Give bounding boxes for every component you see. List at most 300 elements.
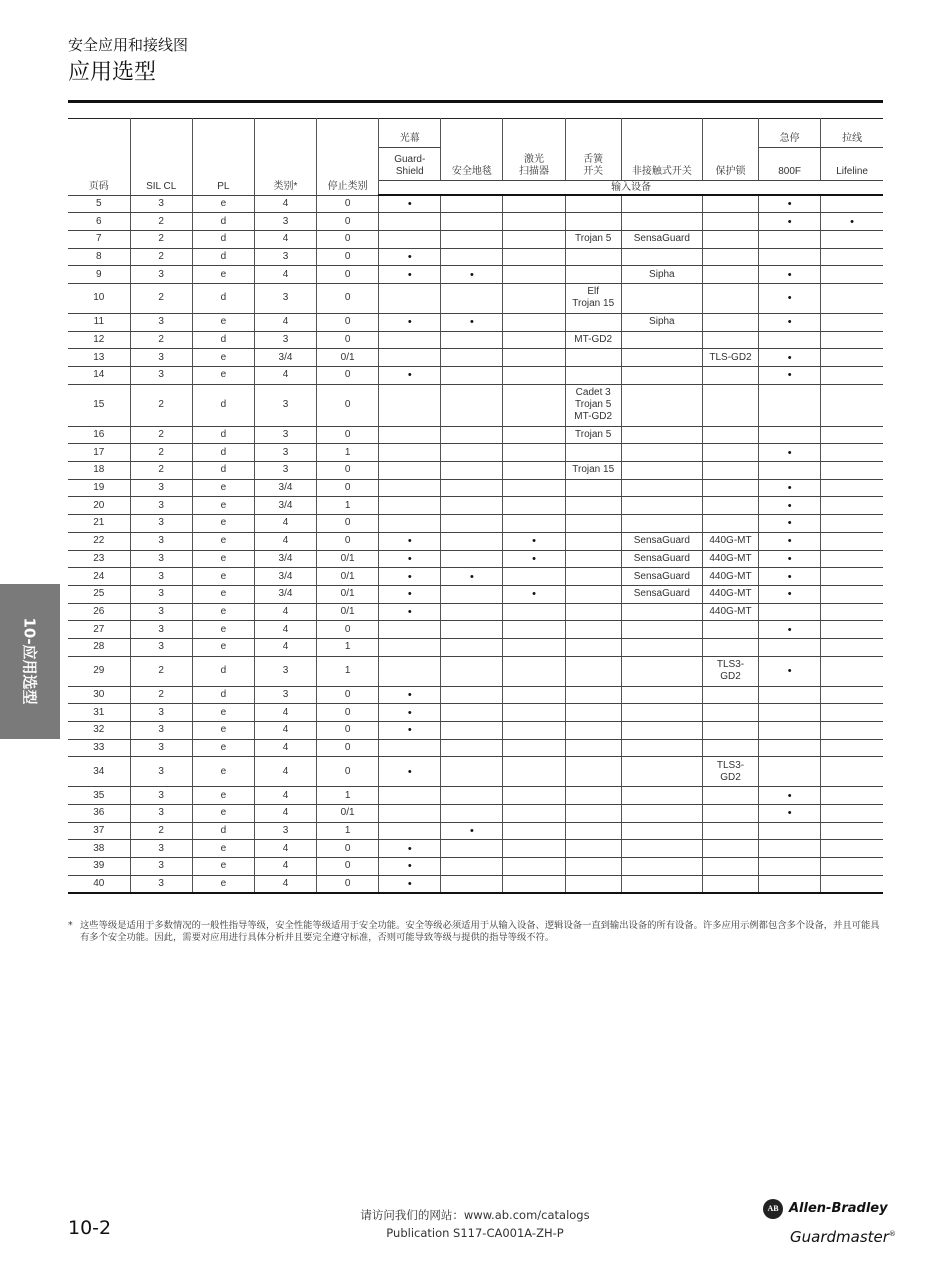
table-cell: 3 (130, 313, 192, 331)
table-cell: d (192, 331, 254, 349)
table-cell (503, 497, 565, 515)
table-cell: e (192, 704, 254, 722)
table-cell (503, 739, 565, 757)
table-cell (621, 603, 702, 621)
table-cell: d (192, 213, 254, 231)
table-cell (821, 426, 883, 444)
table-cell (821, 266, 883, 284)
table-cell (441, 384, 503, 426)
table-cell (621, 331, 702, 349)
table-cell: Trojan 5 (565, 230, 621, 248)
table-cell: 3 (254, 248, 316, 266)
table-cell: 0 (317, 283, 379, 313)
table-row (68, 213, 883, 231)
table-cell: 2 (130, 248, 192, 266)
table-cell: d (192, 384, 254, 426)
table-cell (565, 313, 621, 331)
table-cell (503, 195, 565, 213)
table-cell: 4 (254, 858, 316, 876)
table-cell (565, 704, 621, 722)
table-cell: 25 (68, 585, 130, 603)
table-cell (441, 497, 503, 515)
table-cell: • (441, 822, 503, 840)
table-cell: 8 (68, 248, 130, 266)
table-row (68, 444, 883, 462)
table-cell: 3 (130, 704, 192, 722)
table-cell (821, 638, 883, 656)
table-row (68, 686, 883, 704)
table-cell (441, 585, 503, 603)
table-cell: 3 (130, 638, 192, 656)
table-cell (702, 875, 758, 893)
table-cell: e (192, 638, 254, 656)
table-cell: 0/1 (317, 568, 379, 586)
table-cell (621, 426, 702, 444)
table-cell: 1 (317, 444, 379, 462)
table-cell (503, 822, 565, 840)
table-cell: SensaGuard (621, 585, 702, 603)
table-cell: • (379, 603, 441, 621)
table-cell (441, 722, 503, 740)
table-cell (503, 704, 565, 722)
table-cell: • (759, 349, 821, 367)
table-cell: e (192, 757, 254, 787)
table-cell (759, 704, 821, 722)
table-cell (621, 739, 702, 757)
table-cell (503, 656, 565, 686)
table-cell (379, 444, 441, 462)
col-header-sil: SIL CL (130, 119, 192, 196)
table-cell (821, 603, 883, 621)
table-cell: 4 (254, 638, 316, 656)
table-cell: 0 (317, 722, 379, 740)
table-cell (821, 722, 883, 740)
table-cell: d (192, 822, 254, 840)
col-header-lifeline: Lifeline (821, 148, 883, 181)
table-cell: 0/1 (317, 349, 379, 367)
table-cell: d (192, 686, 254, 704)
table-cell: 39 (68, 858, 130, 876)
table-cell: 3 (130, 515, 192, 533)
table-cell (821, 822, 883, 840)
table-cell: • (379, 704, 441, 722)
table-cell (441, 283, 503, 313)
table-cell (503, 787, 565, 805)
table-cell (565, 722, 621, 740)
table-cell (503, 686, 565, 704)
table-cell: 4 (254, 621, 316, 639)
table-cell: 19 (68, 479, 130, 497)
table-row (68, 248, 883, 266)
table-cell (503, 248, 565, 266)
table-cell (565, 739, 621, 757)
table-cell: 0 (317, 230, 379, 248)
table-cell (503, 444, 565, 462)
table-cell (379, 638, 441, 656)
table-cell: 27 (68, 621, 130, 639)
footnote-text: 这些等级是适用于多数情况的一般性指导等级，安全性能等级适用于安全功能。安全等级必须适用于从输入设备、逻辑设备一直到输出设备的所有设备。许多应用示例都包含多个设备，并且可能具有多个安全功能。因此，需要对应用进行具体分析并且要完全遵守标准，否则可能导致等级与提供的指导等级不符。 (80, 920, 880, 943)
table-row (68, 331, 883, 349)
table-cell: • (503, 532, 565, 550)
table-cell (565, 532, 621, 550)
table-cell: 2 (130, 384, 192, 426)
table-cell (441, 840, 503, 858)
table-cell: Trojan 5 (565, 426, 621, 444)
table-cell (379, 349, 441, 367)
side-tab-label: 10-应用选型 (20, 617, 39, 705)
table-row (68, 805, 883, 823)
table-cell: 3/4 (254, 568, 316, 586)
table-cell: 18 (68, 462, 130, 480)
table-cell (441, 444, 503, 462)
table-cell (565, 568, 621, 586)
table-cell (621, 195, 702, 213)
table-cell (503, 621, 565, 639)
table-cell (565, 805, 621, 823)
table-cell: SensaGuard (621, 230, 702, 248)
table-cell: 4 (254, 840, 316, 858)
table-cell: 30 (68, 686, 130, 704)
table-cell (621, 479, 702, 497)
table-cell (621, 384, 702, 426)
table-cell: 2 (130, 331, 192, 349)
table-cell (821, 313, 883, 331)
side-chapter-tab[interactable] (0, 584, 60, 739)
table-cell: • (759, 367, 821, 385)
group-header-pull-cord: 拉线 (821, 119, 883, 148)
table-cell (621, 656, 702, 686)
table-cell (621, 704, 702, 722)
table-cell: 24 (68, 568, 130, 586)
table-cell: • (759, 621, 821, 639)
table-cell (821, 621, 883, 639)
table-cell (702, 858, 758, 876)
table-cell (565, 585, 621, 603)
table-cell (441, 704, 503, 722)
table-cell (379, 739, 441, 757)
col-header-guardshield: Guard- Shield (379, 148, 441, 181)
table-cell: 11 (68, 313, 130, 331)
table-cell: • (759, 585, 821, 603)
table-cell (702, 266, 758, 284)
table-cell: 34 (68, 757, 130, 787)
table-cell: 3 (130, 195, 192, 213)
table-cell (759, 384, 821, 426)
table-cell: 2 (130, 444, 192, 462)
table-cell (702, 638, 758, 656)
table-cell: • (759, 266, 821, 284)
table-cell (503, 384, 565, 426)
table-cell (503, 266, 565, 284)
footer-website-text: 请访问我们的网站：www.ab.com/catalogs (360, 1208, 590, 1222)
table-cell (821, 656, 883, 686)
table-cell (759, 875, 821, 893)
table-cell: 4 (254, 230, 316, 248)
table-cell (702, 621, 758, 639)
table-cell (441, 195, 503, 213)
table-cell (503, 349, 565, 367)
table-cell (441, 248, 503, 266)
table-cell: • (441, 266, 503, 284)
table-cell: • (759, 283, 821, 313)
table-cell: e (192, 349, 254, 367)
table-cell: 3 (254, 462, 316, 480)
table-cell (503, 479, 565, 497)
table-cell: • (379, 532, 441, 550)
table-cell: e (192, 722, 254, 740)
footnote (68, 920, 883, 944)
table-cell (565, 367, 621, 385)
table-cell (702, 444, 758, 462)
col-header-interlock: 保护锁 (702, 119, 758, 181)
table-cell: e (192, 805, 254, 823)
table-cell (379, 213, 441, 231)
table-cell: 23 (68, 550, 130, 568)
table-cell (621, 515, 702, 533)
table-cell (565, 686, 621, 704)
table-cell (621, 367, 702, 385)
table-cell: 3 (130, 621, 192, 639)
table-cell: 2 (130, 230, 192, 248)
table-cell: 440G-MT (702, 603, 758, 621)
table-cell (621, 822, 702, 840)
table-cell (565, 603, 621, 621)
table-cell: 3 (130, 479, 192, 497)
table-row (68, 638, 883, 656)
table-cell (702, 283, 758, 313)
table-cell: 3 (130, 497, 192, 515)
table-cell: 0 (317, 313, 379, 331)
table-cell (565, 444, 621, 462)
table-cell (503, 805, 565, 823)
table-cell: 3 (130, 532, 192, 550)
table-row (68, 230, 883, 248)
table-cell (702, 462, 758, 480)
table-cell: 3 (130, 266, 192, 284)
table-cell (821, 568, 883, 586)
table-cell (503, 313, 565, 331)
table-row (68, 349, 883, 367)
table-cell (379, 497, 441, 515)
table-cell (621, 497, 702, 515)
table-cell: d (192, 462, 254, 480)
table-cell: 0/1 (317, 603, 379, 621)
table-cell (441, 367, 503, 385)
table-cell: 1 (317, 638, 379, 656)
table-cell: 0 (317, 704, 379, 722)
table-cell (441, 331, 503, 349)
table-cell: d (192, 248, 254, 266)
table-row (68, 822, 883, 840)
table-cell: • (759, 213, 821, 231)
table-cell: 0 (317, 686, 379, 704)
table-cell: e (192, 532, 254, 550)
table-cell: • (379, 568, 441, 586)
table-cell: MT-GD2 (565, 331, 621, 349)
table-cell (441, 686, 503, 704)
table-cell: 0 (317, 621, 379, 639)
table-cell: 3 (130, 603, 192, 621)
table-cell: 4 (254, 195, 316, 213)
table-cell (441, 462, 503, 480)
table-cell: • (379, 313, 441, 331)
table-cell: 0/1 (317, 550, 379, 568)
table-cell (702, 313, 758, 331)
table-cell: 4 (254, 757, 316, 787)
table-cell: SensaGuard (621, 550, 702, 568)
table-cell (821, 331, 883, 349)
col-header-pl: PL (192, 119, 254, 196)
table-cell: 1 (317, 822, 379, 840)
table-cell: e (192, 568, 254, 586)
table-cell: 0 (317, 367, 379, 385)
table-cell (759, 638, 821, 656)
table-cell: 0 (317, 479, 379, 497)
table-cell: • (759, 313, 821, 331)
table-cell: 0 (317, 515, 379, 533)
table-cell: d (192, 426, 254, 444)
table-cell (379, 515, 441, 533)
table-cell: 0 (317, 384, 379, 426)
table-cell: 0 (317, 757, 379, 787)
table-cell (565, 248, 621, 266)
table-cell: 0 (317, 426, 379, 444)
table-cell (621, 722, 702, 740)
table-cell: 4 (254, 805, 316, 823)
table-cell (379, 787, 441, 805)
table-cell: • (821, 213, 883, 231)
table-cell (503, 858, 565, 876)
table-cell (621, 805, 702, 823)
table-cell (821, 462, 883, 480)
table-cell: • (379, 858, 441, 876)
table-cell (621, 858, 702, 876)
table-cell (821, 444, 883, 462)
table-cell (821, 532, 883, 550)
table-cell: 3 (130, 568, 192, 586)
table-cell (759, 722, 821, 740)
table-cell (621, 875, 702, 893)
table-cell: 29 (68, 656, 130, 686)
col-header-safety-mat: 安全地毯 (441, 119, 503, 181)
table-cell: e (192, 858, 254, 876)
table-cell (821, 367, 883, 385)
table-cell (379, 805, 441, 823)
col-header-noncontact-switch: 非接触式开关 (621, 119, 702, 181)
table-cell (621, 248, 702, 266)
table-cell: 31 (68, 704, 130, 722)
group-header-light-curtain: 光幕 (379, 119, 441, 148)
table-cell (565, 213, 621, 231)
table-cell (821, 757, 883, 787)
table-cell: 3/4 (254, 479, 316, 497)
table-cell: • (759, 805, 821, 823)
table-cell (379, 426, 441, 444)
table-cell (759, 230, 821, 248)
table-cell (821, 497, 883, 515)
table-cell: • (379, 757, 441, 787)
table-cell: TLS3- GD2 (702, 656, 758, 686)
table-row (68, 858, 883, 876)
table-cell (702, 367, 758, 385)
table-cell (759, 739, 821, 757)
table-cell (441, 757, 503, 787)
table-cell (379, 384, 441, 426)
table-cell (441, 621, 503, 639)
table-cell: e (192, 875, 254, 893)
table-cell: 4 (254, 313, 316, 331)
table-cell: 0 (317, 532, 379, 550)
table-cell: 3 (254, 822, 316, 840)
table-cell (621, 349, 702, 367)
table-cell (702, 213, 758, 231)
table-body (68, 195, 883, 893)
table-cell (821, 384, 883, 426)
table-cell: • (503, 550, 565, 568)
table-cell (379, 656, 441, 686)
table-cell (759, 426, 821, 444)
table-row (68, 313, 883, 331)
table-cell: 0/1 (317, 805, 379, 823)
table-cell: e (192, 497, 254, 515)
footnote-mark: * (68, 920, 73, 931)
table-cell: 3 (130, 840, 192, 858)
table-cell (565, 638, 621, 656)
table-cell (759, 858, 821, 876)
table-cell: 15 (68, 384, 130, 426)
table-cell: 21 (68, 515, 130, 533)
table-cell: d (192, 283, 254, 313)
table-cell: d (192, 656, 254, 686)
table-cell (759, 840, 821, 858)
table-cell: • (759, 532, 821, 550)
application-selection-table (68, 118, 883, 894)
table-cell: 3/4 (254, 349, 316, 367)
table-cell: 4 (254, 532, 316, 550)
table-cell (565, 621, 621, 639)
table-cell (621, 686, 702, 704)
table-cell (821, 550, 883, 568)
table-cell (503, 230, 565, 248)
table-cell: 1 (317, 656, 379, 686)
table-cell (441, 479, 503, 497)
table-cell: 1 (317, 787, 379, 805)
table-cell (702, 805, 758, 823)
table-cell: 33 (68, 739, 130, 757)
table-cell (565, 840, 621, 858)
table-cell: • (759, 195, 821, 213)
table-cell: • (379, 195, 441, 213)
table-cell (759, 686, 821, 704)
table-cell (503, 840, 565, 858)
table-cell (379, 331, 441, 349)
table-cell: 4 (254, 722, 316, 740)
table-cell: e (192, 313, 254, 331)
table-cell: • (379, 686, 441, 704)
table-cell: • (759, 444, 821, 462)
table-cell: • (759, 479, 821, 497)
table-cell: 2 (130, 426, 192, 444)
table-cell (621, 462, 702, 480)
table-cell (759, 462, 821, 480)
table-cell: 440G-MT (702, 550, 758, 568)
table-cell: • (759, 787, 821, 805)
table-row (68, 656, 883, 686)
table-cell: 4 (254, 787, 316, 805)
table-cell (759, 822, 821, 840)
table-cell: 3 (130, 550, 192, 568)
table-cell: 0 (317, 248, 379, 266)
